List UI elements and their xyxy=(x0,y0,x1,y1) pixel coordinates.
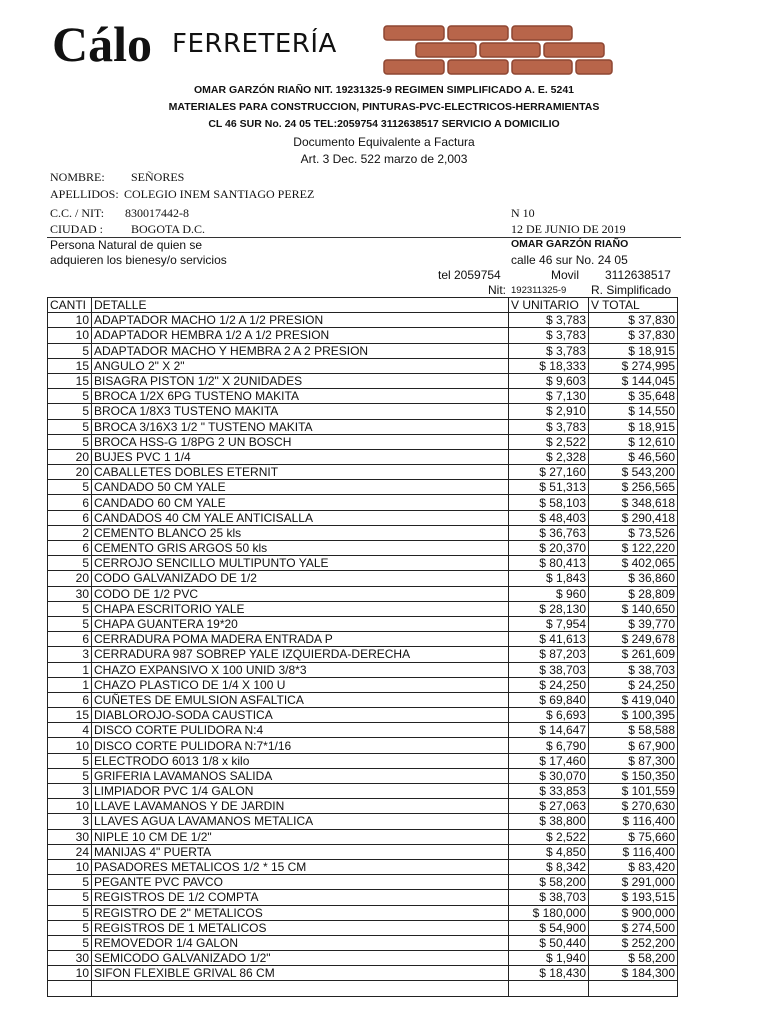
table-row xyxy=(48,404,678,419)
cell-v-unitario: $ 18,333 xyxy=(509,358,589,373)
cell-v-unitario: $ 80,413 xyxy=(509,556,589,571)
cell-detalle: CEMENTO GRIS ARGOS 50 kls xyxy=(92,541,509,556)
cell-v-total: $ 75,660 xyxy=(589,829,678,844)
cell-cantidad: 1 xyxy=(48,662,92,677)
cell-detalle: CHAZO PLASTICO DE 1/4 X 100 U xyxy=(92,677,509,692)
seller-tel: tel 2059754 xyxy=(438,268,501,282)
cell-cantidad: 5 xyxy=(48,920,92,935)
cell-v-total: $ 274,995 xyxy=(589,358,678,373)
table-row xyxy=(48,480,678,495)
cell-cantidad: 10 xyxy=(48,799,92,814)
cell-v-total: $ 38,703 xyxy=(589,662,678,677)
table-header-row xyxy=(48,298,678,313)
regime: R. Simplificado xyxy=(591,283,672,297)
cell-cantidad: 30 xyxy=(48,829,92,844)
table-row xyxy=(48,495,678,510)
cell-v-total: $ 35,648 xyxy=(589,389,678,404)
doc-title: Documento Equivalente a Factura xyxy=(293,135,475,149)
cell-detalle: REMOVEDOR 1/4 GALON xyxy=(92,935,509,950)
cell-v-total: $ 140,650 xyxy=(589,601,678,616)
cell-detalle: LLAVES AGUA LAVAMANOS METALICA xyxy=(92,814,509,829)
cell-cantidad: 20 xyxy=(48,449,92,464)
table-row xyxy=(48,905,678,920)
cell-detalle: CHAPA ESCRITORIO YALE xyxy=(92,601,509,616)
table-row xyxy=(48,419,678,434)
table-row xyxy=(48,647,678,662)
cell-v-unitario xyxy=(509,981,589,996)
cell-v-total: $ 116,400 xyxy=(589,814,678,829)
table-row xyxy=(48,465,678,480)
table-row xyxy=(48,510,678,525)
cell-cantidad xyxy=(48,981,92,996)
cell-v-total: $ 144,045 xyxy=(589,373,678,388)
table-row xyxy=(48,890,678,905)
cell-cantidad: 5 xyxy=(48,389,92,404)
cell-cantidad: 10 xyxy=(48,328,92,343)
cell-detalle: LIMPIADOR PVC 1/4 GALON xyxy=(92,784,509,799)
cc-value: 830017442-8 xyxy=(125,206,189,220)
cell-v-total: $ 12,610 xyxy=(589,434,678,449)
cell-v-unitario: $ 7,130 xyxy=(509,389,589,404)
cell-cantidad: 15 xyxy=(48,373,92,388)
cell-v-unitario: $ 2,522 xyxy=(509,829,589,844)
cell-v-unitario: $ 38,800 xyxy=(509,814,589,829)
cell-v-total: $ 58,588 xyxy=(589,723,678,738)
cell-cantidad: 5 xyxy=(48,343,92,358)
cell-v-total: $ 291,000 xyxy=(589,875,678,890)
cell-v-total: $ 122,220 xyxy=(589,541,678,556)
cell-v-total: $ 261,609 xyxy=(589,647,678,662)
cell-cantidad: 5 xyxy=(48,480,92,495)
cell-detalle: BROCA 1/8X3 TUSTENO MAKITA xyxy=(92,404,509,419)
nit-label: Nit: xyxy=(488,283,506,297)
cell-detalle: SIFON FLEXIBLE GRIVAL 86 CM xyxy=(92,966,509,981)
seller-address: calle 46 sur No. 24 05 xyxy=(511,253,628,267)
cell-v-total: $ 73,526 xyxy=(589,525,678,540)
cell-v-total: $ 87,300 xyxy=(589,753,678,768)
cell-v-total: $ 290,418 xyxy=(589,510,678,525)
cell-v-unitario: $ 33,853 xyxy=(509,784,589,799)
cell-detalle: CANDADO 60 CM YALE xyxy=(92,495,509,510)
cell-cantidad: 3 xyxy=(48,784,92,799)
cell-v-unitario: $ 24,250 xyxy=(509,677,589,692)
cell-v-total: $ 184,300 xyxy=(589,966,678,981)
cell-v-unitario: $ 48,403 xyxy=(509,510,589,525)
apellidos-value: COLEGIO INEM SANTIAGO PEREZ xyxy=(124,187,315,201)
table-row xyxy=(48,525,678,540)
cell-v-unitario: $ 3,783 xyxy=(509,328,589,343)
cell-v-unitario: $ 50,440 xyxy=(509,935,589,950)
cell-v-total: $ 14,550 xyxy=(589,404,678,419)
cell-cantidad: 6 xyxy=(48,632,92,647)
persona-line2: adquieren los bienesy/o servicios xyxy=(50,253,227,267)
cell-v-total: $ 37,830 xyxy=(589,328,678,343)
cell-v-total: $ 252,200 xyxy=(589,935,678,950)
cell-detalle: BROCA 3/16X3 1/2 " TUSTENO MAKITA xyxy=(92,419,509,434)
cell-v-unitario: $ 58,103 xyxy=(509,495,589,510)
cell-v-total: $ 36,860 xyxy=(589,571,678,586)
cell-v-unitario: $ 27,063 xyxy=(509,799,589,814)
cell-cantidad: 2 xyxy=(48,525,92,540)
decree-line: Art. 3 Dec. 522 marzo de 2,003 xyxy=(300,152,468,166)
table-row xyxy=(48,571,678,586)
table-row xyxy=(48,738,678,753)
cell-cantidad: 3 xyxy=(48,814,92,829)
cell-cantidad: 15 xyxy=(48,358,92,373)
cell-v-total: $ 37,830 xyxy=(589,313,678,328)
cell-v-total: $ 28,809 xyxy=(589,586,678,601)
cell-cantidad: 5 xyxy=(48,419,92,434)
cell-v-total xyxy=(589,981,678,996)
table-row xyxy=(48,708,678,723)
cell-cantidad: 30 xyxy=(48,586,92,601)
cell-v-unitario: $ 18,430 xyxy=(509,966,589,981)
cell-v-unitario: $ 2,910 xyxy=(509,404,589,419)
cell-detalle xyxy=(92,981,509,996)
cell-cantidad: 5 xyxy=(48,875,92,890)
cell-v-total: $ 348,618 xyxy=(589,495,678,510)
table-row xyxy=(48,844,678,859)
cell-v-unitario: $ 36,763 xyxy=(509,525,589,540)
cell-v-total: $ 270,630 xyxy=(589,799,678,814)
cell-v-unitario: $ 14,647 xyxy=(509,723,589,738)
cell-v-total: $ 274,500 xyxy=(589,920,678,935)
cell-cantidad: 10 xyxy=(48,966,92,981)
items-table xyxy=(47,297,678,997)
cell-v-total: $ 402,065 xyxy=(589,556,678,571)
cell-v-unitario: $ 9,603 xyxy=(509,373,589,388)
cell-cantidad: 5 xyxy=(48,905,92,920)
cell-detalle: CUÑETES DE EMULSION ASFALTICA xyxy=(92,692,509,707)
cell-detalle: BUJES PVC 1 1/4 xyxy=(92,449,509,464)
cell-cantidad: 10 xyxy=(48,738,92,753)
cell-v-unitario: $ 6,790 xyxy=(509,738,589,753)
cell-cantidad: 20 xyxy=(48,465,92,480)
cell-v-unitario: $ 51,313 xyxy=(509,480,589,495)
cell-detalle: REGISTROS DE 1 METALICOS xyxy=(92,920,509,935)
owner-line: OMAR GARZÓN RIAÑO NIT. 19231325-9 REGIMEN SIMPLIFICADO A. E. 5241 xyxy=(193,84,575,96)
table-row xyxy=(48,723,678,738)
cell-v-unitario: $ 28,130 xyxy=(509,601,589,616)
table-row xyxy=(48,358,678,373)
cell-detalle: CEMENTO BLANCO 25 kls xyxy=(92,525,509,540)
cell-v-unitario: $ 7,954 xyxy=(509,616,589,631)
table-row xyxy=(48,632,678,647)
cell-v-unitario: $ 2,522 xyxy=(509,434,589,449)
cell-v-unitario: $ 87,203 xyxy=(509,647,589,662)
cell-cantidad: 20 xyxy=(48,571,92,586)
logo-sub: FERRETERÍA xyxy=(172,29,337,59)
cell-cantidad: 5 xyxy=(48,601,92,616)
cell-v-total: $ 101,559 xyxy=(589,784,678,799)
cell-v-total: $ 18,915 xyxy=(589,419,678,434)
cell-v-total: $ 18,915 xyxy=(589,343,678,358)
table-row xyxy=(48,951,678,966)
cell-v-unitario: $ 58,200 xyxy=(509,875,589,890)
cell-cantidad: 4 xyxy=(48,723,92,738)
movil-label: Movil xyxy=(551,268,580,282)
table-row xyxy=(48,662,678,677)
cell-v-total: $ 100,395 xyxy=(589,708,678,723)
cell-detalle: PASADORES METALICOS 1/2 * 15 CM xyxy=(92,859,509,874)
cell-cantidad: 5 xyxy=(48,890,92,905)
cell-v-unitario: $ 27,160 xyxy=(509,465,589,480)
cell-detalle: PEGANTE PVC PAVCO xyxy=(92,875,509,890)
cell-cantidad: 5 xyxy=(48,753,92,768)
table-row xyxy=(48,434,678,449)
cell-v-unitario: $ 1,940 xyxy=(509,951,589,966)
cell-cantidad: 5 xyxy=(48,616,92,631)
invoice-number: N 10 xyxy=(511,206,535,220)
cell-detalle: CHAPA GUANTERA 19*20 xyxy=(92,616,509,631)
ciudad-label: CIUDAD : xyxy=(50,222,103,236)
table-row xyxy=(48,753,678,768)
cell-v-unitario: $ 54,900 xyxy=(509,920,589,935)
table-row xyxy=(48,920,678,935)
cell-detalle: CODO DE 1/2 PVC xyxy=(92,586,509,601)
cell-detalle: DISCO CORTE PULIDORA N:7*1/16 xyxy=(92,738,509,753)
address-line: CL 46 SUR No. 24 05 TEL:2059754 3112638517 SERVICIO A DOMICILIO xyxy=(208,118,560,130)
cell-v-total: $ 39,770 xyxy=(589,616,678,631)
cell-detalle: BROCA 1/2X 6PG TUSTENO MAKITA xyxy=(92,389,509,404)
table-row xyxy=(48,601,678,616)
table-row xyxy=(48,935,678,950)
table-row xyxy=(48,389,678,404)
cell-v-unitario: $ 17,460 xyxy=(509,753,589,768)
table-row xyxy=(48,859,678,874)
logo-main: Cálo xyxy=(52,16,152,72)
table-row xyxy=(48,981,678,996)
table-row xyxy=(48,449,678,464)
cell-v-unitario: $ 69,840 xyxy=(509,692,589,707)
cell-cantidad: 6 xyxy=(48,495,92,510)
cell-v-unitario: $ 2,328 xyxy=(509,449,589,464)
table-row xyxy=(48,373,678,388)
header-detalle: DETALLE xyxy=(92,298,509,313)
header-v-unitario: V UNITARIO xyxy=(509,298,589,313)
cell-detalle: CERRADURA 987 SOBREP YALE IZQUIERDA-DERECHA xyxy=(92,647,509,662)
cell-v-total: $ 543,200 xyxy=(589,465,678,480)
table-row xyxy=(48,541,678,556)
cell-cantidad: 10 xyxy=(48,313,92,328)
cell-cantidad: 30 xyxy=(48,951,92,966)
header-v-total: V TOTAL xyxy=(589,298,678,313)
table-row xyxy=(48,586,678,601)
nombre-value: SEÑORES xyxy=(131,170,185,184)
cell-detalle: CANDADOS 40 CM YALE ANTICISALLA xyxy=(92,510,509,525)
cell-detalle: ADAPTADOR MACHO Y HEMBRA 2 A 2 PRESION xyxy=(92,343,509,358)
table-row xyxy=(48,692,678,707)
cell-v-total: $ 256,565 xyxy=(589,480,678,495)
cell-detalle: DISCO CORTE PULIDORA N:4 xyxy=(92,723,509,738)
cell-detalle: NIPLE 10 CM DE 1/2" xyxy=(92,829,509,844)
cell-detalle: MANIJAS 4" PUERTA xyxy=(92,844,509,859)
cell-v-total: $ 193,515 xyxy=(589,890,678,905)
table-row xyxy=(48,829,678,844)
cell-detalle: CABALLETES DOBLES ETERNIT xyxy=(92,465,509,480)
table-row xyxy=(48,799,678,814)
cell-cantidad: 6 xyxy=(48,692,92,707)
cell-v-unitario: $ 38,703 xyxy=(509,890,589,905)
cc-label: C.C. / NIT: xyxy=(50,206,105,220)
cell-v-unitario: $ 20,370 xyxy=(509,541,589,556)
cell-v-unitario: $ 3,783 xyxy=(509,343,589,358)
cell-v-total: $ 900,000 xyxy=(589,905,678,920)
cell-cantidad: 5 xyxy=(48,556,92,571)
table-row xyxy=(48,313,678,328)
cell-cantidad: 24 xyxy=(48,844,92,859)
cell-v-total: $ 150,350 xyxy=(589,768,678,783)
table-row xyxy=(48,343,678,358)
cell-detalle: CODO GALVANIZADO DE 1/2 xyxy=(92,571,509,586)
table-row xyxy=(48,814,678,829)
cell-detalle: CANDADO 50 CM YALE xyxy=(92,480,509,495)
cell-v-unitario: $ 3,783 xyxy=(509,419,589,434)
cell-cantidad: 10 xyxy=(48,859,92,874)
cell-v-unitario: $ 41,613 xyxy=(509,632,589,647)
cell-cantidad: 1 xyxy=(48,677,92,692)
cell-detalle: REGISTRO DE 2" METALICOS xyxy=(92,905,509,920)
cell-v-total: $ 116,400 xyxy=(589,844,678,859)
cell-detalle: LLAVE LAVAMANOS Y DE JARDIN xyxy=(92,799,509,814)
cell-v-total: $ 24,250 xyxy=(589,677,678,692)
cell-v-unitario: $ 30,070 xyxy=(509,768,589,783)
cell-detalle: ELECTRODO 6013 1/8 x kilo xyxy=(92,753,509,768)
cell-detalle: BROCA HSS-G 1/8PG 2 UN BOSCH xyxy=(92,434,509,449)
cell-cantidad: 5 xyxy=(48,404,92,419)
ciudad-value: BOGOTA D.C. xyxy=(131,222,206,236)
invoice-date: 12 DE JUNIO DE 2019 xyxy=(511,222,626,236)
apellidos-label: APELLIDOS: xyxy=(50,187,119,201)
materials-line: MATERIALES PARA CONSTRUCCION, PINTURAS-PVC-ELECTRICOS-HERRAMIENTAS xyxy=(168,101,600,113)
cell-cantidad: 15 xyxy=(48,708,92,723)
cell-cantidad: 5 xyxy=(48,434,92,449)
cell-detalle: REGISTROS DE 1/2 COMPTA xyxy=(92,890,509,905)
table-row xyxy=(48,768,678,783)
cell-v-unitario: $ 180,000 xyxy=(509,905,589,920)
cell-v-total: $ 67,900 xyxy=(589,738,678,753)
nit-value: 192311325-9 xyxy=(511,285,567,296)
table-row xyxy=(48,556,678,571)
cell-v-unitario: $ 6,693 xyxy=(509,708,589,723)
items-body xyxy=(48,298,678,997)
bricks-icon xyxy=(382,22,618,80)
cell-v-total: $ 46,560 xyxy=(589,449,678,464)
table-row xyxy=(48,616,678,631)
cell-detalle: SEMICODO GALVANIZADO 1/2" xyxy=(92,951,509,966)
cell-v-total: $ 58,200 xyxy=(589,951,678,966)
header-cantidad: CANTI xyxy=(48,298,92,313)
cell-detalle: ANGULO 2" X 2" xyxy=(92,358,509,373)
cell-detalle: GRIFERIA LAVAMANOS SALIDA xyxy=(92,768,509,783)
cell-cantidad: 5 xyxy=(48,935,92,950)
cell-v-total: $ 249,678 xyxy=(589,632,678,647)
cell-cantidad: 6 xyxy=(48,541,92,556)
cell-v-unitario: $ 38,703 xyxy=(509,662,589,677)
seller-name: OMAR GARZÓN RIAÑO xyxy=(511,238,629,250)
nombre-label: NOMBRE: xyxy=(50,170,105,184)
cell-detalle: ADAPTADOR HEMBRA 1/2 A 1/2 PRESION xyxy=(92,328,509,343)
table-row xyxy=(48,677,678,692)
cell-cantidad: 3 xyxy=(48,647,92,662)
cell-v-unitario: $ 4,850 xyxy=(509,844,589,859)
cell-detalle: DIABLOROJO-SODA CAUSTICA xyxy=(92,708,509,723)
cell-detalle: CHAZO EXPANSIVO X 100 UNID 3/8*3 xyxy=(92,662,509,677)
cell-detalle: BISAGRA PISTON 1/2" X 2UNIDADES xyxy=(92,373,509,388)
table-row xyxy=(48,875,678,890)
cell-v-unitario: $ 3,783 xyxy=(509,313,589,328)
cell-v-unitario: $ 1,843 xyxy=(509,571,589,586)
persona-line1: Persona Natural de quien se xyxy=(50,238,203,252)
cell-detalle: ADAPTADOR MACHO 1/2 A 1/2 PRESION xyxy=(92,313,509,328)
cell-v-unitario: $ 8,342 xyxy=(509,859,589,874)
cell-cantidad: 6 xyxy=(48,510,92,525)
cell-v-total: $ 419,040 xyxy=(589,692,678,707)
movil-value: 3112638517 xyxy=(605,268,671,282)
cell-detalle: CERROJO SENCILLO MULTIPUNTO YALE xyxy=(92,556,509,571)
cell-v-total: $ 83,420 xyxy=(589,859,678,874)
table-row xyxy=(48,784,678,799)
cell-v-unitario: $ 960 xyxy=(509,586,589,601)
table-row xyxy=(48,328,678,343)
cell-cantidad: 5 xyxy=(48,768,92,783)
table-row xyxy=(48,966,678,981)
cell-detalle: CERRADURA POMA MADERA ENTRADA P xyxy=(92,632,509,647)
